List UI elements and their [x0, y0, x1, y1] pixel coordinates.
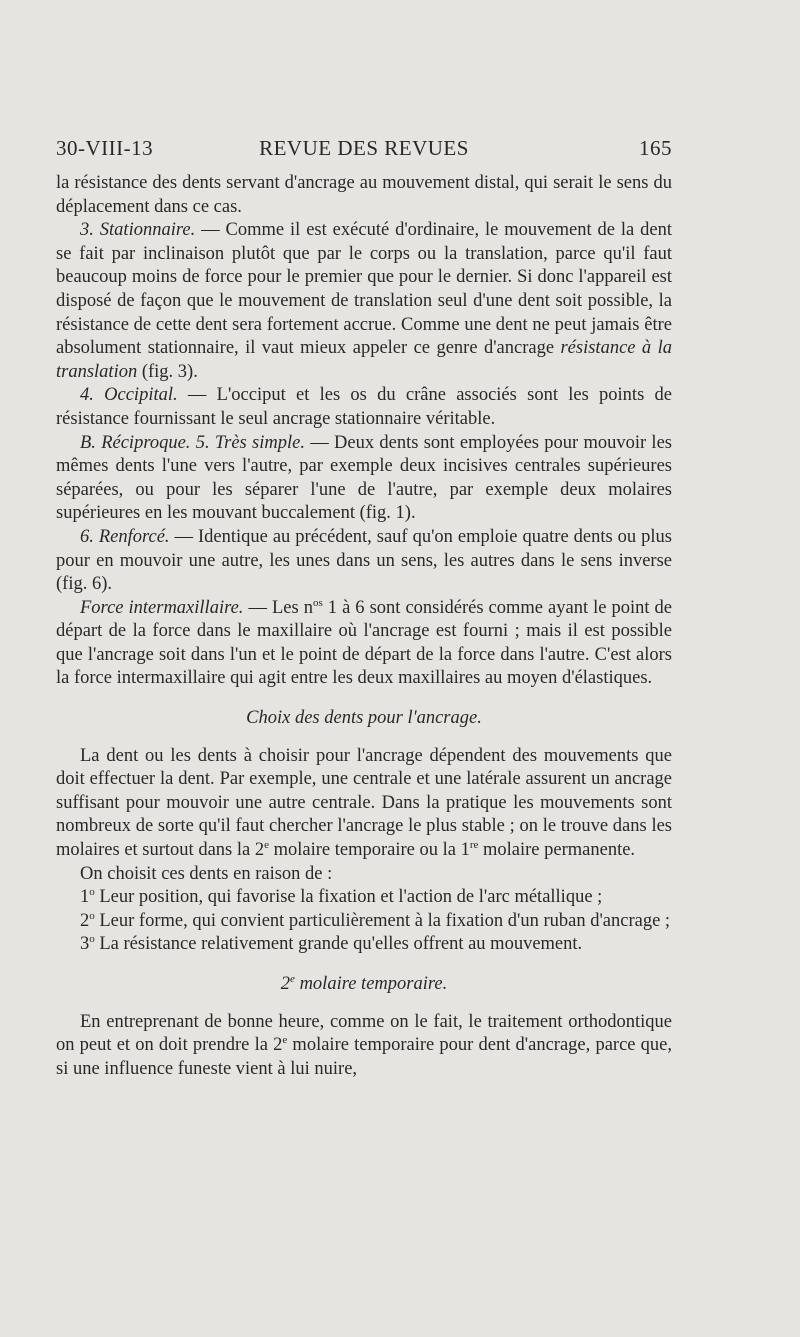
paragraph: Force intermaxillaire. — Les $n^{os}$ 1 à 6 sont considérés comme ayant le point de départ de la force dans le maxillaire où l'ancrage est fourni ; mais il est possible que l'ancrage soit dans l'un et le point de départ de la force dans l'autre. C'est alors la force intermaxillaire qui agit entre les deux maxillaires au moyen d'élastiques.	[56, 596, 673, 689]
page-number: 165	[639, 136, 672, 160]
issue-date: 30-VIII-13	[56, 136, 154, 160]
paragraph: La dent ou les dents à choisir pour l'ancrage dépendent des mouvements que doit effectuer la dent. Par exemple, une centrale et une latérale assurent un ancrage suffisant pour mouvoir une autre centrale. Dans la pratique les mouvements sont nombreux de sorte qu'il faut chercher l'ancrage le plus stable ; on le trouve dans les molaires et surtout dans la 2e molaire temporaire ou la 1re molaire permanente.	[56, 745, 672, 861]
list-item: 3$^o$ La résistance relativement grande qu'elles offrent au mouvement.	[80, 933, 583, 955]
paragraph: On choisit ces dents en raison de :	[80, 863, 333, 884]
journal-title: REVUE DES REVUES	[259, 136, 469, 160]
section-heading: 2e molaire temporaire.	[280, 972, 448, 994]
paragraph: 4. Occipital. — L'occiput et les os du crâne associés sont les points de résistance fournissant le seul ancrage stationnaire véritable.	[56, 385, 672, 429]
list-item: 2$^o$ Leur forme, qui convient particulièrement à la fixation d'un ruban d'ancrage ;	[80, 909, 671, 931]
section-heading: Choix des dents pour l'ancrage.	[246, 708, 482, 729]
list-item: 1$^o$ Leur position, qui favorise la fixation et l'action de l'arc métallique ;	[80, 886, 603, 908]
paragraph: 6. Renforcé. — Identique au précédent, sauf qu'on emploie quatre dents ou plus pour en mouvoir une autre, les unes dans un sens, les autres dans le sens inverse (fig. 6).	[56, 526, 672, 595]
paragraph: En entreprenant de bonne heure, comme on le fait, le traitement orthodontique on peut et on doit prendre la 2e molaire temporaire pour dent d'ancrage, parce que, si une influence funeste vient à lui nuire,	[56, 1011, 673, 1079]
paragraph: B. Réciproque. 5. Très simple. — Deux dents sont employées pour mouvoir les mêmes dents l'une vers l'autre, par exemple deux incisives centrales supérieures séparées, ou pour les séparer l'une de l'autre, par exemple deux molaires supérieures en les mouvant buccalement (fig. 1).	[56, 432, 672, 524]
running-header	[56, 136, 672, 168]
paragraph: la résistance des dents servant d'ancrage au mouvement distal, qui serait le sens du déplacement dans ce cas.	[56, 173, 672, 217]
paragraph: 3. Stationnaire. — Comme il est exécuté d'ordinaire, le mouvement de la dent se fait par inclinaison plutôt que par le corps ou la translation, parce qu'il faut beaucoup moins de force pour le premier que pour le dernier. Si donc l'appareil est disposé de façon que le mouvement de translation seul d'une dent soit possible, la résistance de cette dent sera fortement accrue. Comme une dent ne peut jamais être absolument stationnaire, il vaut mieux appeler ce genre d'ancrage résistance à la translation (fig. 3).	[56, 220, 672, 382]
article-body	[56, 172, 672, 1081]
